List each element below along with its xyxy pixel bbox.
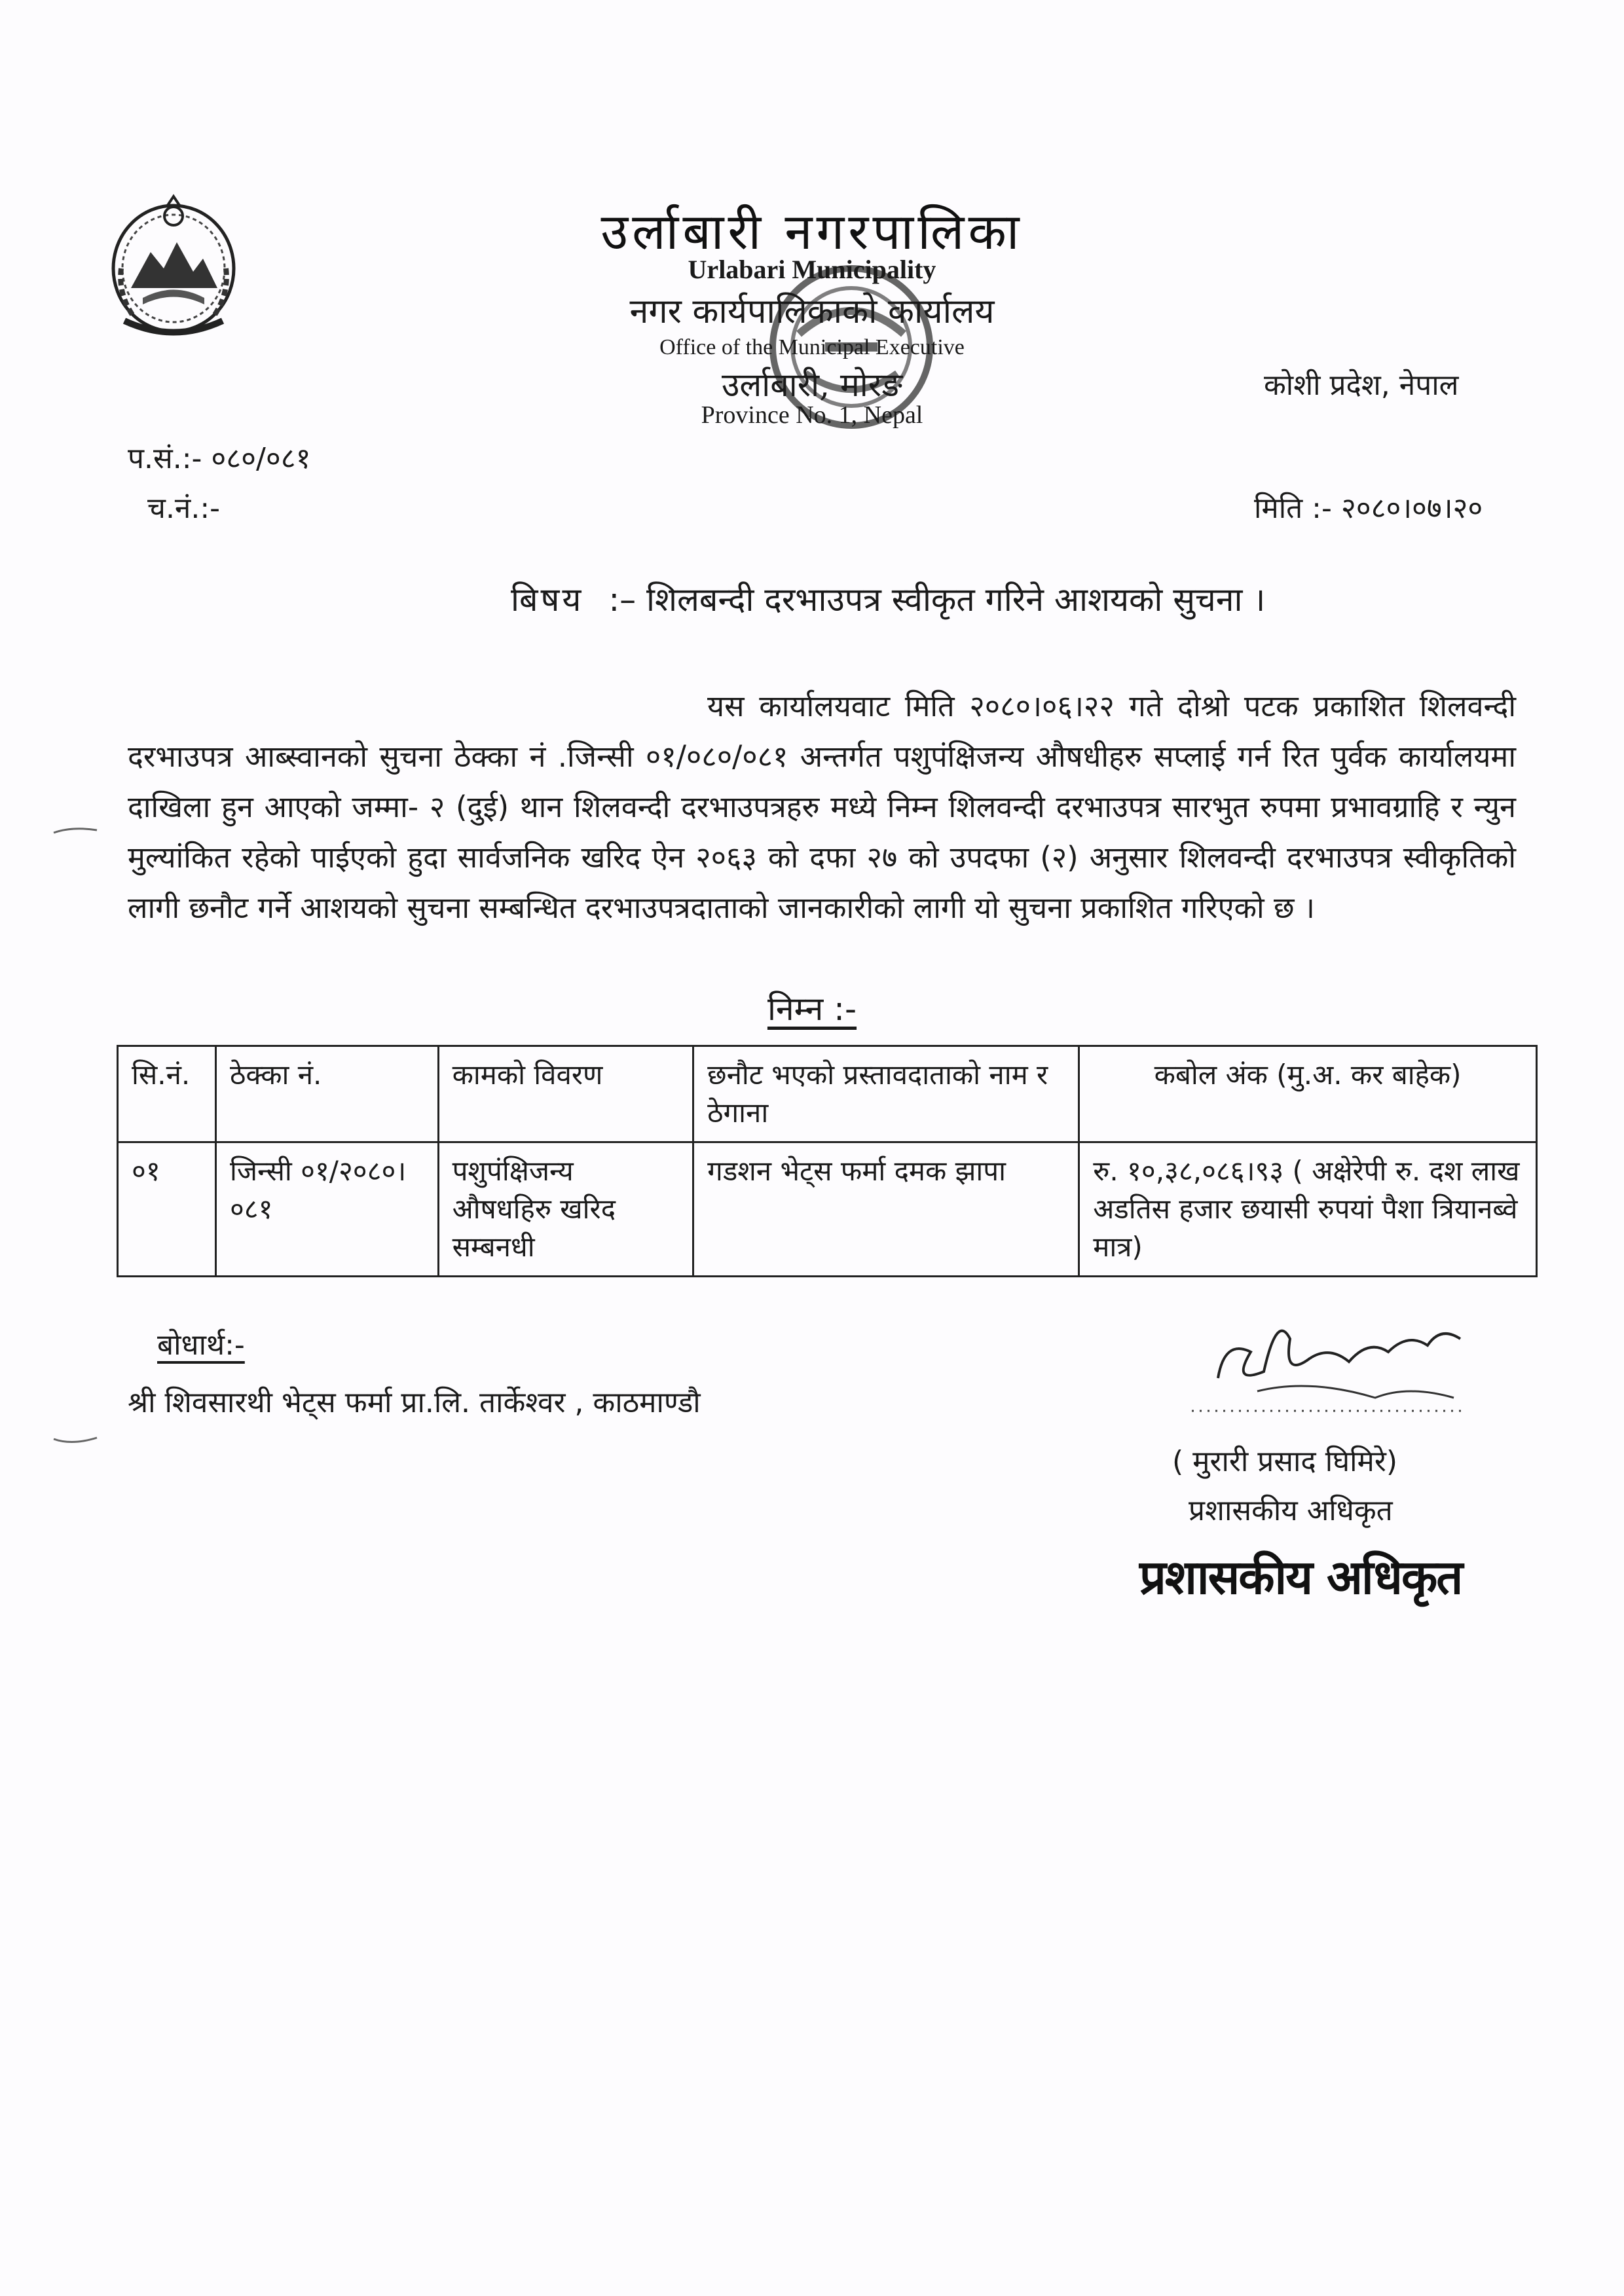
table-heading <box>0 985 1624 1030</box>
subject-line <box>511 576 1265 621</box>
cc-label: बोधार्थ:- <box>157 1328 245 1362</box>
officer-name: ( मुरारी प्रसाद घिमिरे) <box>1172 1445 1398 1478</box>
subject-text: :– शिलबन्दी दरभाउपत्र स्वीकृत गरिने आशयको सुचना । <box>608 581 1266 619</box>
cell-contract-no: जिन्सी ०१/२०८०।०८१ <box>215 1142 438 1277</box>
notice-body: यस कार्यालयवाट मिति २०८०।०६।२२ गते दोश्रो पटक प्रकाशित शिलवन्दी दरभाउपत्र आब्स्वानको सुचना ठेक्का नं .जिन्सी ०१/०८०/०८१ अन्तर्गत पशुपंक्षिजन्य औषधीहरु सप्लाई गर्न रित पुर्वक कार्यालयमा दाखिला हुन आएको जम्मा- २ (दुई) थान शिलवन्दी दरभाउपत्रहरु मध्ये निम्न शिलवन्दी दरभाउपत्र सारभुत रुपमा प्रभावग्राहि र न्युन मुल्यांकित रहेको पाईएको हुदा सार्वजनिक खरिद ऐन २०६३ को दफा २७ को उपदफा (२) अनुसार शिलवन्दी दरभाउपत्र स्वीकृतिको लागी छनौट गर्ने आशयको सुचना सम्बन्धित दरभाउपत्रदाताको जानकारीको लागी यो सुचना प्रकाशित गरिएको छ । <box>128 689 1516 925</box>
dispatch-number: च.नं.:- <box>147 492 221 525</box>
col-header-contract-no: ठेक्का नं. <box>215 1046 438 1142</box>
margin-mark-icon <box>52 1434 98 1447</box>
reference-number: प.सं.:- ०८०/०८१ <box>128 442 311 475</box>
signature-icon <box>1179 1300 1486 1430</box>
officer-title-stamp: प्रशासकीय अधिकृत <box>1139 1550 1462 1605</box>
table-heading-text: निम्न :- <box>767 990 857 1028</box>
margin-mark-icon <box>52 824 98 837</box>
cell-amount: रु. १०,३८,०८६।९३ ( अक्षेरेपी रु. दश लाख अडतिस हजार छयासी रुपयां पैशा त्रियानब्वे मात्र) <box>1079 1142 1537 1277</box>
cell-bidder: गडशन भेट्स फर्मा दमक झापा <box>693 1142 1079 1277</box>
province-english: Province No. 1, Nepal <box>701 401 923 429</box>
province-nepali: कोशी प्रदेश, नेपाल <box>1264 369 1459 402</box>
office-name-english: Office of the Municipal Executive <box>659 335 965 359</box>
table-row <box>118 1142 1537 1277</box>
cc-recipient: श्री शिवसारथी भेट्स फर्मा प्रा.लि. तार्केश्वर , काठमाण्डौ <box>128 1386 701 1419</box>
office-name-nepali: नगर कार्यपालिकाको कार्यालय <box>629 292 995 331</box>
table-header-row <box>118 1046 1537 1142</box>
office-address-nepali: उर्लाबारी, मोरङ <box>721 366 903 404</box>
subject-label: बिषय <box>511 581 584 619</box>
municipality-title-english: Urlabari Municipality <box>688 255 936 284</box>
municipality-title-nepali: उर्लाबारी नगरपालिका <box>600 202 1024 261</box>
cell-sn: ०१ <box>118 1142 216 1277</box>
col-header-description: कामको विवरण <box>438 1046 693 1142</box>
cell-description: पशुपंक्षिजन्य औषधहिरु खरिद सम्बनधी <box>438 1142 693 1277</box>
col-header-sn: सि.नं. <box>118 1046 216 1142</box>
award-table <box>117 1045 1538 1277</box>
col-header-bidder: छनौट भएको प्रस्तावदाताको नाम र ठेगाना <box>693 1046 1079 1142</box>
col-header-amount: कबोल अंक (मु.अ. कर बाहेक) <box>1079 1046 1537 1142</box>
document-date: मिति :- २०८०।०७।२० <box>1254 492 1483 525</box>
officer-title: प्रशासकीय अधिकृत <box>1189 1494 1393 1527</box>
